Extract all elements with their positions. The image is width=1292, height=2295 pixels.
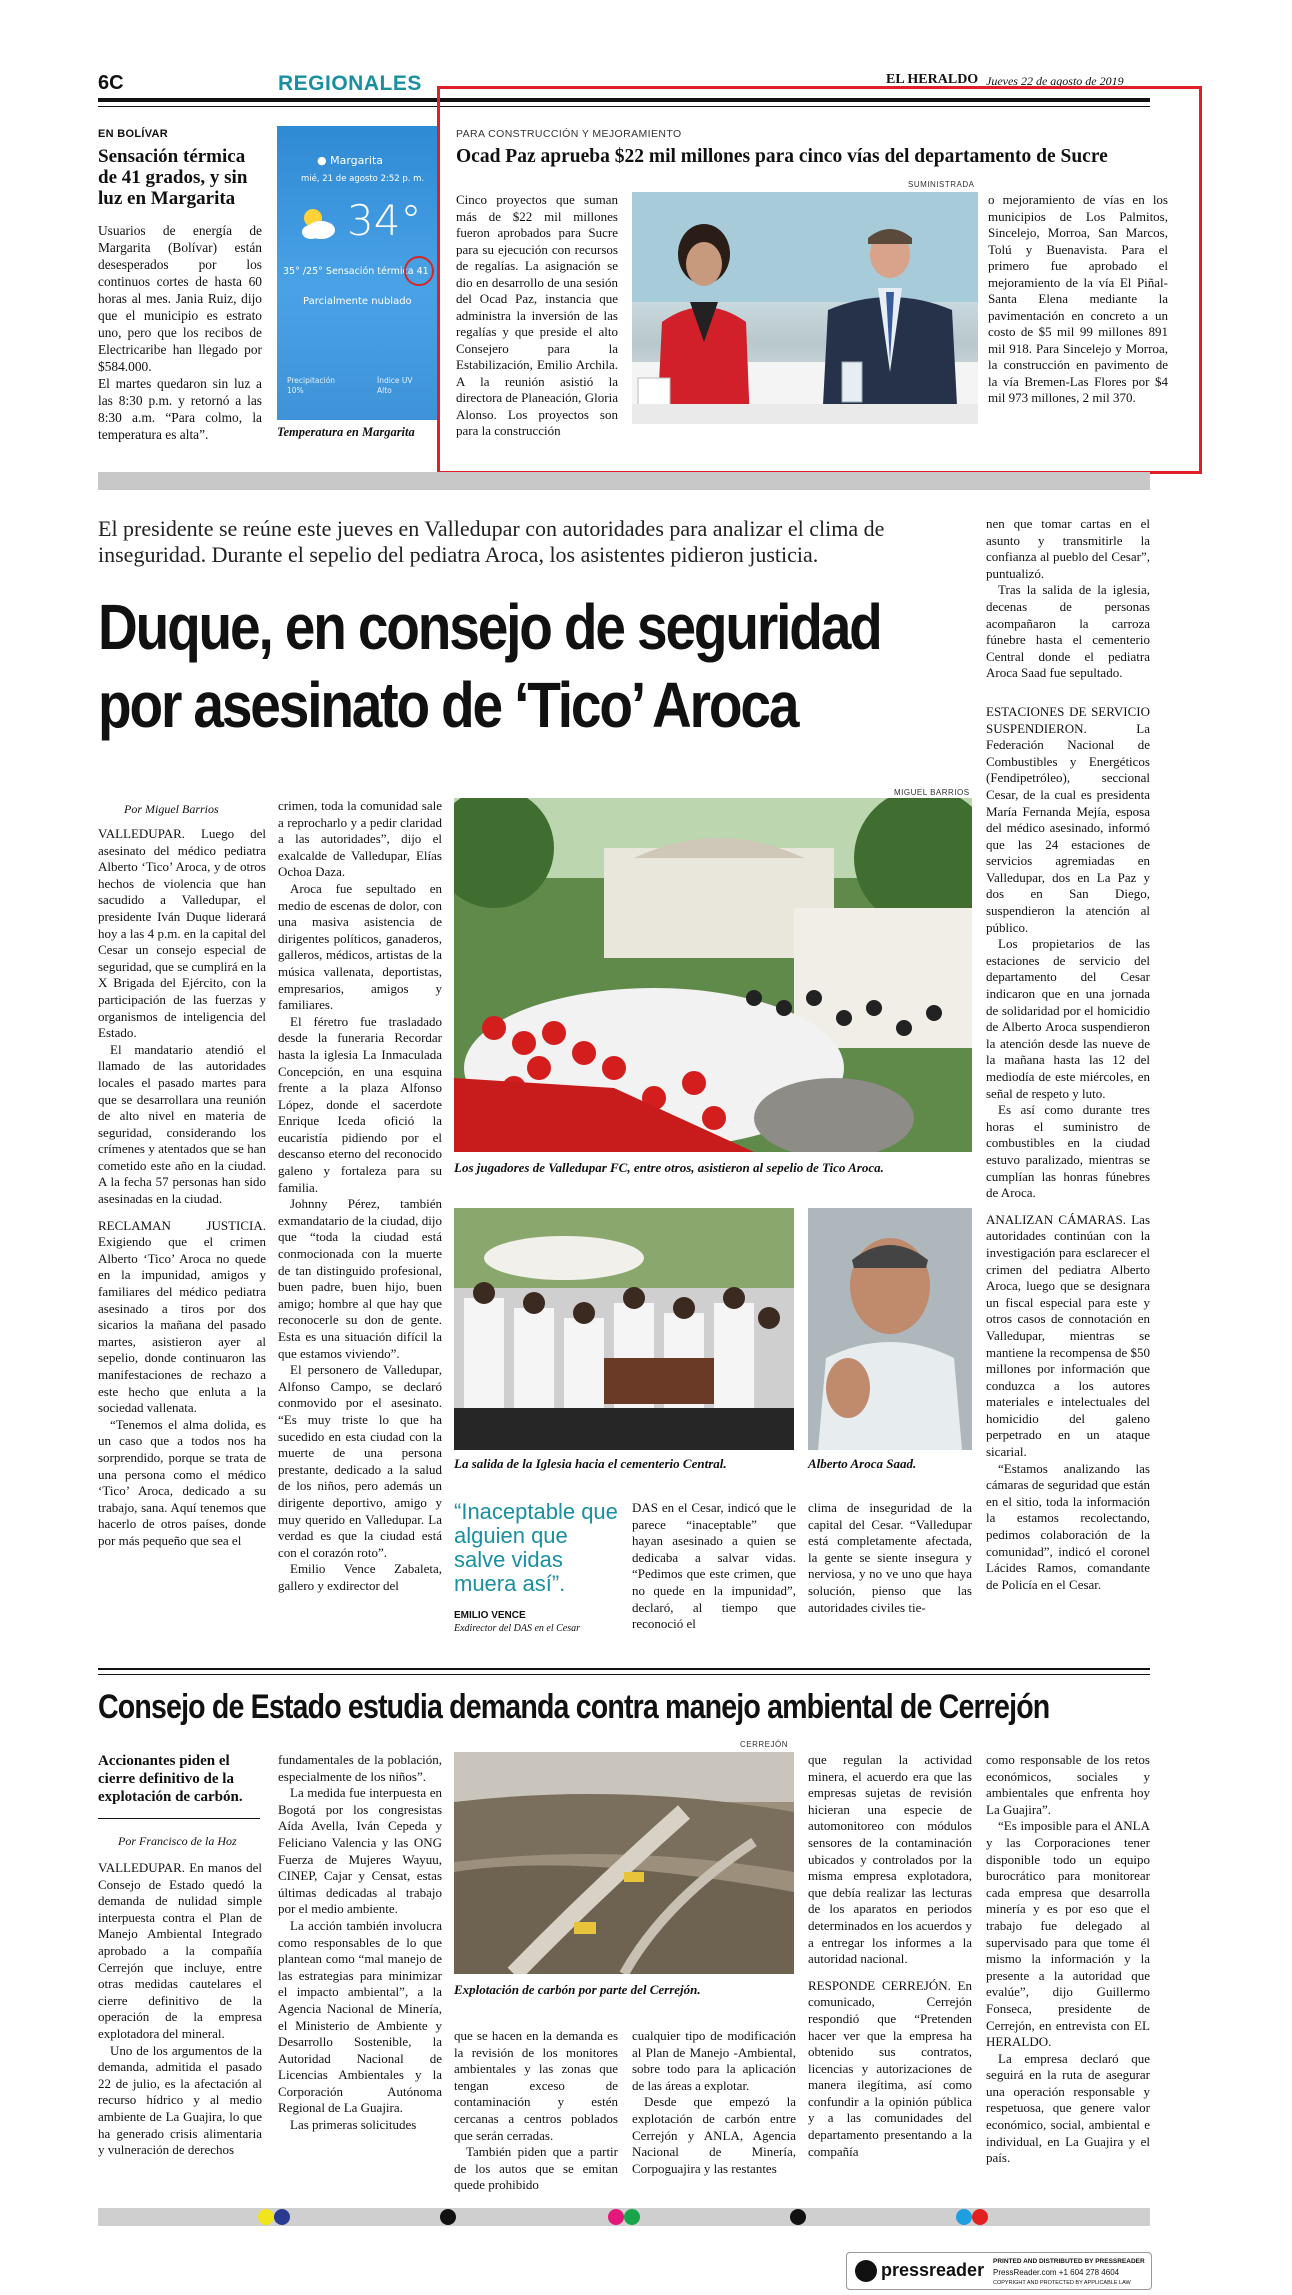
duque-paragraph: El mandatario atendió el llamado de las autoridades locales el pasado martes para que se desarrollara una reunión de alto nivel en materia de seguridad, considerando los crímenes y atentados que se han cometido este año en la ciudad. A la fecha 57 personas han sido asesinadas en la ciudad. [98, 1041, 266, 1207]
mine-caption: Explotación de carbón por parte del Cerrejón. [454, 1982, 701, 1997]
section-rule [98, 1668, 1150, 1670]
precip-label: Precipitación [287, 376, 336, 385]
cerrejon-paragraph: que regulan la actividad minera, el acuerdo era que las empresas sujetas de revisión hicieran una especie de automonitoreo con módulos sensores de la contaminación ubicados y controlados por la misma empresa explotadora, que debía realizar las lecturas de los aparatos en periodos determinados en los acuerdos y a entregar los informes a la autoridad nacional. [808, 1752, 972, 1967]
cerrejon-paragraph: fundamentales de la población, especialmente de los niños”. [278, 1752, 442, 1784]
cerrejon-paragraph: cualquier tipo de modificación al Plan de Manejo -Ambiental, sobre todo para la aplicación de las áreas a explotar. [632, 2028, 796, 2093]
quote-role: Exdirector del DAS en el Cesar [454, 1623, 580, 1634]
weather-condition: Parcialmente nublado [303, 296, 412, 307]
weather-location-text: Margarita [330, 154, 384, 167]
weather-precipitation [287, 376, 335, 396]
cerrejon-paragraph: Desde que empezó la explotación de carbón entre Cerrejón y ANLA, Agencia Nacional de Minería, Corpoguajira y las restantes [632, 2094, 796, 2176]
cerrejon-col2 [278, 1752, 442, 2134]
ocad-headline: Ocad Paz aprueba $22 mil millones para cinco vías del departamento de Sucre [456, 146, 1108, 167]
duque-main-credit: MIGUEL BARRIOS [894, 788, 970, 797]
aroca-caption: Alberto Aroca Saad. [808, 1456, 917, 1471]
cerrejon-byline: Por Francisco de la Hoz [118, 1834, 237, 1848]
duque-paragraph: ANALIZAN CÁMARAS. Las autoridades continúan con la investigación para esclarecer el crimen del pediatra Alberto Aroca, luego que se designara un fiscal especial para este y otros casos de connotación en Valledupar, mientras se mantiene la recompensa de $50 millones por información que conduzca a los autores materiales e intelectuales del homicidio del galeno perpetrado en un ataque sicarial. [986, 1211, 1150, 1460]
uv-value: Alto [377, 386, 392, 395]
duque-paragraph: Los propietarios de las estaciones de servicio del departamento del Cesar indicaron que en una jornada de solidaridad por el homicidio de Alberto Aroca suspendieron la atención desde las nueve de la mañana hasta las 12 del mediodía de este miércoles, en señal de respeto y luto. [986, 936, 1150, 1101]
ocad-col2 [988, 192, 1168, 407]
weather-datetime: mié, 21 de agosto 2:52 p. m. [301, 174, 425, 184]
cerrejon-paragraph: La medida fue interpuesta en Bogotá por los congresistas Aída Avella, Iván Cepeda y Feliciano Valencia y las ONG Fuerza de Mujeres Wayuu, CINEP, Cajar y Censat, estas últimas dedicadas al trabajo por el medio ambiente. [278, 1785, 442, 1917]
uv-label: Índice UV [377, 376, 413, 385]
duque-col3 [632, 1500, 796, 1633]
ocad-col1 [456, 192, 618, 440]
pressreader-line3: COPYRIGHT AND PROTECTED BY APPLICABLE LAW [993, 2280, 1131, 2286]
duque-paragraph: crimen, toda la comunidad sale a reprocharlo y a pedir claridad a las autoridades”, dijo el exalcalde de Valledupar, Elías Ochoa Daza. [278, 798, 442, 880]
bolivar-paragraph: El martes quedaron sin luz a las 8:30 p.m. y retornó a las 8:30 a.m. “Para colmo, la temperatura es alta”. [98, 376, 262, 442]
ocad-paragraph: Cinco proyectos que suman más de $22 mil millones fueron aprobados para Sucre para su ejecución con recursos de regalías. La asignación se dio en desarrollo de una sesión del Ocad Paz, instancia que administra la inversión de las regalías y que preside el alto Consejero para la Estabilización, Emilio Archila. A la reunión asistió la directora de Planeación, Gloria Alonso. Los proyectos son para la construcción [456, 192, 618, 438]
registration-dot-green [624, 2209, 640, 2225]
pressreader-badge[interactable] [846, 2252, 1152, 2290]
bolivar-headline: Sensación térmica de 41 grados, y sin luz en Margarita [98, 146, 248, 209]
registration-dot-magenta [608, 2209, 624, 2225]
duque-paragraph: ESTACIONES DE SERVICIO SUSPENDIERON. La Federación Nacional de Combustibles y Energéticos (Fendipetróleo), seccional Cesar, de la cual es presidenta María Fernanda Mejía, esposa del médico asesinado, informó que las 24 estaciones de servicios agremiadas en Valledupar, dos en La Paz y dos en San Diego, suspendieron la atención al público. [986, 703, 1150, 935]
cerrejon-paragraph: como responsable de los retos económicos, sociales y ambientales que enfrenta hoy La Guajira”. [986, 1752, 1150, 1817]
highlight-circle [404, 256, 434, 286]
weather-widget [277, 126, 439, 420]
mine-photo [454, 1752, 794, 1974]
pressreader-logo: pressreader [881, 2260, 985, 2280]
duque-paragraph: Aroca fue sepultado en medio de escenas de dolor, con una masiva asistencia de dirigentes políticos, ganaderos, galleros, médicos, artistas de la música vallenata, deportistas, empresarios, amigos y familiares. [278, 880, 442, 1013]
deck-rule [98, 1818, 260, 1819]
duque-paragraph: VALLEDUPAR. Luego del asesinato del médico pediatra Alberto ‘Tico’ Aroca, y de otros hechos de violencia que han sacudido a Valledupar, el presidente Iván Duque liderará hoy a las 4 p.m. en la capital del Cesar un consejo especial de seguridad, que se cumplirá en la X Brigada del Ejército, con la participación de las fuerzas y organismos de inteligencia del Estado. [98, 826, 266, 1041]
church-exit-photo [454, 1208, 794, 1450]
duque-paragraph: DAS en el Cesar, indicó que le parece “inaceptable” que hayan asesinado a quien se dedicaba a salvar vidas. “Pedimos que este crimen, que no quede en la impunidad”, declaró, al tiempo que reconoció el [632, 1500, 796, 1632]
duque-col2 [278, 798, 442, 1595]
duque-paragraph: El personero de Valledupar, Alfonso Campo, se declaró conmovido por el asesinato. “Es muy triste lo que ha sucedido en esta ciudad con la muerte de una persona prestante, dedicado a la salud de los niños, pero además un dirigente deportivo, amigo y muy querido en Valledupar. La verdad es que la ciudad está con el corazón roto”. [278, 1362, 442, 1560]
duque-paragraph: Es así como durante tres horas el suministro de combustibles en la ciudad estuvo paralizado, mientras se cumplían las honras fúnebres de Aroca. [986, 1102, 1150, 1201]
duque-paragraph: nen que tomar cartas en el asunto y transmitirle la confianza al pueblo del Cesar”, puntualizó. [986, 516, 1150, 581]
cerrejon-paragraph: que se hacen en la demanda es la revisión de los monitores ambientales y las zonas que tengan exceso de contaminación y estén cercanas a centros poblados que serán cerradas. [454, 2028, 618, 2143]
pull-quote: “Inaceptable que alguien que salve vidas muera así”. [454, 1499, 618, 1596]
cerrejon-col1 [98, 1860, 262, 2159]
cerrejon-col6 [986, 1752, 1150, 2167]
weather-temperature: 34° [347, 196, 422, 245]
pressreader-line1: PRINTED AND DISTRIBUTED BY PRESSREADER [993, 2258, 1145, 2265]
cerrejon-credit: CERREJÓN [740, 1740, 789, 1749]
duque-paragraph: “Estamos analizando las cámaras de seguridad que están en el sitio, toda la información la estamos recolectando, pedimos colaboración de la comunidad”, indicó el coronel Lácides Ramos, comandante de Policía en el Cesar. [986, 1460, 1150, 1592]
alberto-aroca-photo [808, 1208, 972, 1450]
registration-dot-black [440, 2209, 456, 2225]
duque-col1 [98, 826, 266, 1550]
registration-dot-red [972, 2209, 988, 2225]
duque-paragraph: Tras la salida de la iglesia, decenas de personas acompañaron la carroza fúnebre hasta el cementerio Central donde el pediatra Aroca Saad fue sepultado. [986, 582, 1150, 681]
ocad-paragraph: o mejoramiento de vías en los municipios de Los Palmitos, Sincelejo, Morroa, San Marcos, Tolú y Buenavista. Para el primero fue aprobado el mejoramiento de la vía El Piñal-Santa Elena mediante la pavimentación en concreto a un costo de $5 mil 99 millones 891 mil 918. Para Sincelejo y Morroa, la construcción en pavimento de la vía Bremen-Las Flores por $4 mil 973 millones, 2 mil 370. [988, 192, 1168, 405]
cerrejon-paragraph: La empresa declaró que seguirá en la ruta de asegurar una operación responsable y respetuosa, que genere valor económico, social, ambiental e individual, en La Guajira y el país. [986, 2050, 1150, 2166]
cerrejon-col4 [632, 2028, 796, 2177]
section-title: REGIONALES [278, 72, 422, 95]
ocad-photo [632, 192, 978, 424]
duque-deck: El presidente se reúne este jueves en Valledupar con autoridades para analizar el clima de inseguridad. Durante el sepelio del pediatra Aroca, los asistentes pidieron justicia. [98, 516, 885, 567]
registration-dot-yellow [258, 2209, 274, 2225]
section-rule-thin [98, 1674, 1150, 1675]
cerrejon-paragraph: RESPONDE CERREJÓN. En comunicado, Cerrejón respondió que “Pretenden hacer ver que la empresa ha obtenido sus contratos, licencias y autorizaciones de manera ilegítima, así como confundir a la opinión pública y a las comunidades del departamento presentando a la compañía [808, 1977, 972, 2159]
bolivar-body [98, 222, 262, 443]
duque-headline [98, 588, 881, 744]
bolivar-caption: Temperatura en Margarita [277, 425, 415, 439]
section-band [98, 472, 1150, 490]
duque-paragraph: “Tenemos el alma dolida, es un caso que a todos nos ha sorprendido, porque se trata de una persona como el médico ‘Tico’ Aroca, dedicado a su trabajo, sana. Aquí tenemos que hacerlo de otros países, donde por más pequeño que sea el [98, 1416, 266, 1548]
pressreader-logo-icon [855, 2260, 877, 2282]
cerrejon-deck: Accionantes piden el cierre definitivo de la explotación de carbón. [98, 1753, 243, 1805]
duque-col4 [808, 1500, 972, 1616]
ocad-kicker: PARA CONSTRUCCIÓN Y MEJORAMIENTO [456, 128, 682, 140]
partly-cloudy-icon [295, 202, 339, 246]
cerrejon-paragraph: También piden que a partir de los autos que se emitan quede prohibido [454, 2144, 618, 2193]
weather-location: ● Margarita [317, 154, 384, 167]
duque-headline-line: por asesinato de ‘Tico’ Aroca [98, 669, 798, 741]
quote-name: EMILIO VENCE [454, 1610, 526, 1621]
cerrejon-col5 [808, 1752, 972, 2160]
cerrejon-paragraph: “Es imposible para el ANLA y las Corporaciones tener disponible todo un equipo burocrático para monitorear cada empresa que desarrolla minería y es por eso que el trabajo fue delegado al supervisado para que tome él mismo la información y la presente a la autoridad que evalúe”, dijo Guillermo Fonseca, presidente de Cerrejón, en entrevista con EL HERALDO. [986, 1818, 1150, 2050]
page-number: 6C [98, 72, 124, 94]
church-caption: La salida de la Iglesia hacia el cementerio Central. [454, 1456, 727, 1471]
registration-dot-cyan [956, 2209, 972, 2225]
cerrejon-paragraph: Las primeras solicitudes [290, 2117, 417, 2133]
page-date: Jueves 22 de agosto de 2019 [986, 74, 1124, 88]
duque-paragraph: El féretro fue trasladado desde la funeraria Recordar hasta la iglesia La Inmaculada Concepción, en una esquina frente a la plaza Alfonso López, donde el sacerdote Enrique Iceda ofició la eucaristía pidiendo por el descanso eterno del reconocido galeno y fortaleza para su familia. [278, 1013, 442, 1195]
pressreader-line2: PressReader.com +1 604 278 4604 [993, 2268, 1120, 2277]
duque-paragraph: RECLAMAN JUSTICIA. Exigiendo que el crimen Alberto ‘Tico’ Aroca no quede en la impunidad, amigos y familiares del médico pediatra asesinado a tiros por dos sicarios la mañana del pasado martes, asistieron ayer al sepelio, donde continuaron las manifestaciones de rechazo a este hecho que enluta a la sociedad vallenata. [98, 1217, 266, 1416]
duque-paragraph: Emilio Vence Zabaleta, gallero y exdirector del [278, 1561, 442, 1593]
funeral-caption: Los jugadores de Valledupar FC, entre otros, asistieron al sepelio de Tico Aroca. [454, 1160, 884, 1175]
duque-byline: Por Miguel Barrios [124, 802, 219, 816]
weather-uv [377, 376, 413, 396]
ocad-credit: SUMINISTRADA [908, 180, 975, 189]
cerrejon-headline: Consejo de Estado estudia demanda contra manejo ambiental de Cerrejón [98, 1688, 1050, 1726]
cerrejon-paragraph: La acción también involucra como responsables de lo que plantean como “mal manejo de las estrategias para minimizar el impacto ambiental”, a la Agencia Nacional de Minería, el Ministerio de Ambiente y Desarrollo Sostenible, la Autoridad Nacional de Licencias Ambientales y la Corporación Autónoma Regional de La Guajira. [278, 1917, 442, 2116]
registration-dot-black [790, 2209, 806, 2225]
duque-paragraph: Johnny Pérez, también exmandatario de la ciudad, dijo que “toda la ciudad está conmocionada con la muerte de tan distinguido profesional, buen padre, buen hijo, buen amigo; hombre al que hay que reconocerle su don de gente. Esta es una situación difícil la que estamos viviendo”. [278, 1196, 442, 1361]
duque-col5 [986, 516, 1150, 1593]
masthead: EL HERALDO [886, 72, 979, 87]
cerrejon-paragraph: Uno de los argumentos de la demanda, admitida el pasado 22 de julio, es la afectación al recurso hídrico y al medio ambiente de La Guajira, lo que ha generado crisis alimentaria y vulneración de derechos [98, 2042, 262, 2158]
weather-range: 35° /25° Sensación térmica 41 [283, 266, 429, 277]
cerrejon-col3 [454, 2028, 618, 2194]
bolivar-kicker: EN BOLÍVAR [98, 128, 169, 140]
precip-value: 10% [287, 386, 304, 395]
registration-dot-navy [274, 2209, 290, 2225]
duque-paragraph: clima de inseguridad de la capital del Cesar. “Valledupar está completamente afectada, la gente se siente insegura y nerviosa, y no ve uno que haya solución, pienso que las autoridades civiles tie- [808, 1500, 972, 1615]
bolivar-paragraph: Usuarios de energía de Margarita (Bolívar) están desesperados por los continuos cortes de hasta 60 horas al mes. Jania Ruiz, dijo que el municipio es estrato uno, pero que los recibos de Electricaribe han llegado por $584.000. [98, 223, 262, 374]
funeral-photo [454, 798, 972, 1152]
cerrejon-paragraph: VALLEDUPAR. En manos del Consejo de Estado quedó la demanda de nulidad simple interpuesta contra el Plan de Manejo Ambiental Integrado aprobado a la compañía Cerrejón que incluye, entre otras medidas cautelares el cierre definitivo de la operación de la empresa explotadora del mineral. [98, 1860, 262, 2041]
duque-headline-line: Duque, en consejo de seguridad [98, 591, 881, 663]
